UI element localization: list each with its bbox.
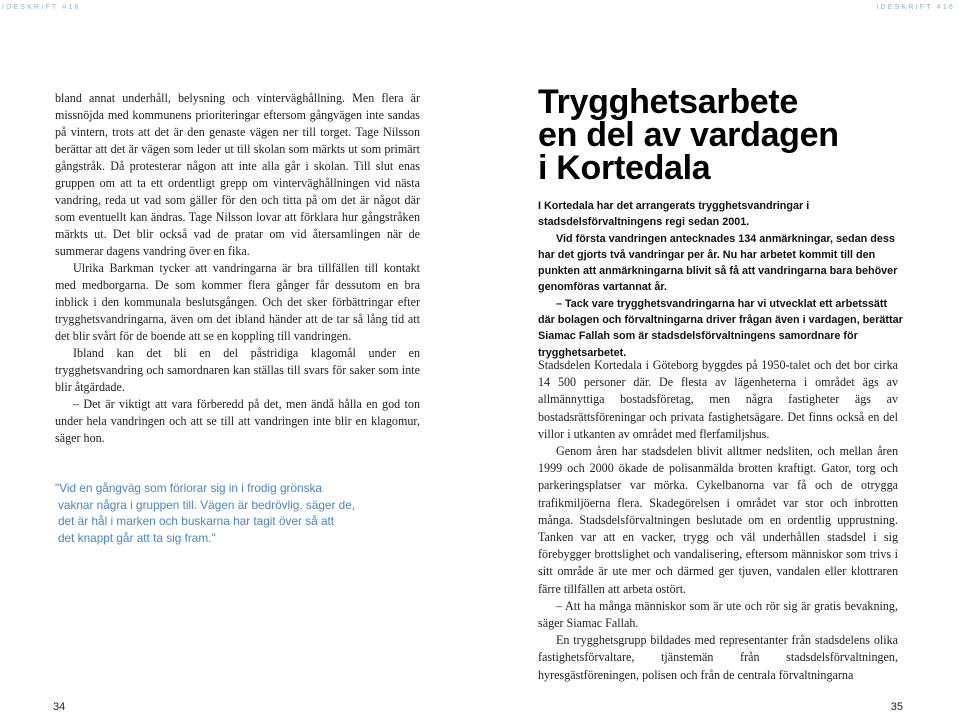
- left-column-body: [55, 90, 420, 447]
- body-paragraph: Stadsdelen Kortedala i Göteborg byggdes på 1950-talet och det bor cirka 14 500 personer där. De flesta av lägenheterna i området ägs av allmännyttiga bostadsföretag, men några fastigheter ägs av bostadsrättsföreningar och privata fastighetsägare. Det finns också en del villor i utkanten av området med flerfamiljshus.: [538, 358, 898, 441]
- body-paragraph: – Det är viktigt att vara förberedd på det, men ändå hålla en god ton under hela vandringen och att se till att vandringen inte blir en klagomur, säger hon.: [55, 397, 420, 445]
- running-header-left: IDESKRIFT #16: [2, 4, 81, 11]
- body-paragraph: Genom åren har stadsdelen blivit alltmer nedsliten, och mellan åren 1999 och 2000 ökade de polisanmälda brotten kraftigt. Gator, torg och parkeringsplatser var mörka. Cykelbanorna var få och de otrygga trafikmiljöerna flera. Skadegörelsen i området var stor och inbrotten många. Stadsdelsförvaltningen beslutade om en ordentlig upprustning. Tanken var att en vacker, trygg och väl underhållen stadsdel i sig förebygger brottslighet och vandalisering, eftersom människor som trivs i sitt område är ute mer och därmed ger tjuven, vandalen eller klottraren färre tillfällen att arbeta ostört.: [538, 444, 898, 596]
- page-number-left: 34: [53, 701, 66, 713]
- pull-quote-line: "Vid en gångväg som förlorar sig in i frodig grönska: [55, 481, 322, 495]
- body-paragraph: En trygghetsgrupp bildades med representanter från stadsdelens olika fastighetsförvaltare, tjänstemän från stadsdelsförvaltningen, hyresgästföreningen, polisen och från de centrala förvaltningarna: [538, 633, 898, 682]
- pull-quote-line: det knappt går att ta sig fram.": [58, 530, 216, 545]
- pull-quote-line: vaknar några i gruppen till. Vägen är bedrövlig, säger de,: [58, 497, 356, 512]
- article-title: [538, 83, 918, 187]
- body-paragraph: – Att ha många människor som är ute och rör sig är gratis bevakning, säger Siamac Fallah.: [538, 598, 898, 631]
- pull-quote-line: det är hål i marken och buskarna har tagit över så att: [58, 514, 335, 529]
- pull-quote: [55, 480, 385, 546]
- right-column-body: [538, 357, 898, 684]
- body-paragraph: Ulrika Barkman tycker att vandringarna är bra tillfällen till kontakt med medborgarna. De som kommer flera gånger får dessutom en bra inblick i den kommunala beslutsgången. Och det sker förbättringar efter trygghetsvandringarna, även om det ibland händer att de tar så lång tid att det blir svårt för de boende att se en koppling till vandringen.: [55, 261, 420, 343]
- article-title-line: Trygghetsarbete: [538, 83, 799, 121]
- lead-paragraph: – Tack vare trygghetsvandringarna har vi utvecklat ett arbetssätt där bolagen och förvaltningarna driver frågan även i vardagen, berättar Siamac Fallah som är stadsdelsförvaltningens samordnare för trygghetsarbetet.: [538, 297, 903, 359]
- page-number-right: 35: [890, 701, 903, 713]
- article-title-line: en del av vardagen: [538, 116, 839, 154]
- lead-paragraph: I Kortedala har det arrangerats trygghetsvandringar i stadsdelsförvaltningens regi sedan 2001.: [538, 200, 810, 229]
- body-paragraph: bland annat underhåll, belysning och vinterväghållning. Men flera är missnöjda med kommunens prioriteringar eftersom gångvägen inte sandas på vintern, trots att det är den genaste vägen ner till torget. Tage Nilsson berättar att det är vägen som leder ut till skolan som märkts ut som primärt gångstråk. Då protesterar någon att inte alla går i skolan. Till slut enas gruppen om att ta ett ordentligt grepp om vinterväghållningen vid nästa vandring, reda ut vad som gäller för den och titta på om det är något där som eventuellt kan ändras. Tage Nilsson lovar att förklara hur gångstråken märkts ut. Det blir också vad de pratar om vid återsamlingen när de summerar dagens vandring över en fika.: [55, 91, 420, 258]
- article-title-line: i Kortedala: [538, 149, 711, 187]
- running-header-right: IDESKRIFT #16: [876, 4, 955, 11]
- lead-paragraph: Vid första vandringen antecknades 134 anmärkningar, sedan dess har det gjorts två vandringar per år. Nu har arbetet kommit till den punkten att anmärkningarna blivit så få att vandringarna bara behöver genomföras vartannat år.: [538, 232, 898, 294]
- body-paragraph: Ibland kan det bli en del påstridiga klagomål under en trygghetsvandring och samordnaren kan ställas till svars för saker som inte blir åtgärdade.: [55, 346, 420, 394]
- article-lead: [538, 198, 903, 361]
